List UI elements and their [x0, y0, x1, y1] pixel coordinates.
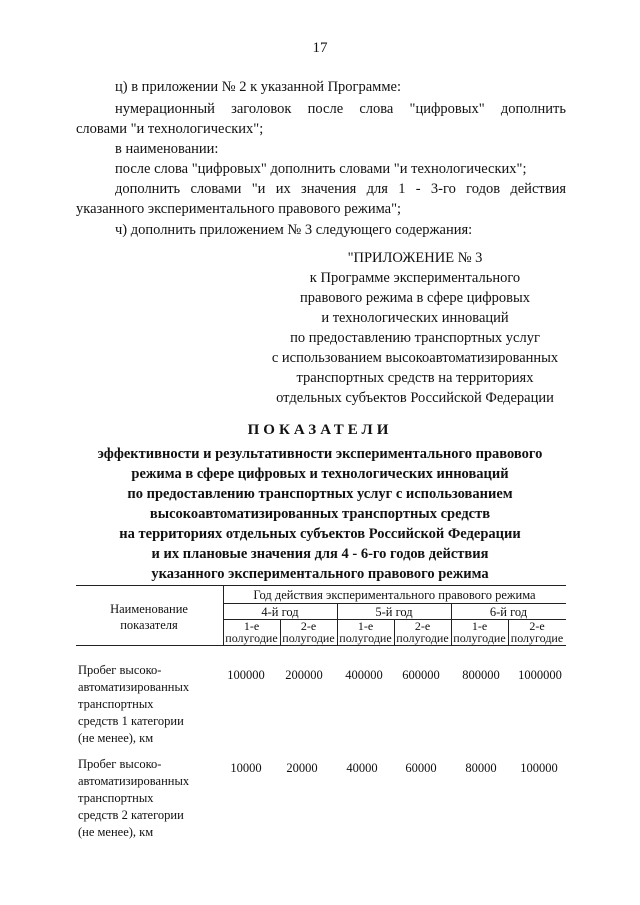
subtitle-line: режима в сфере цифровых и технологических инноваций	[131, 466, 509, 482]
year-group-header: Год действия экспериментального правового режима	[253, 588, 536, 602]
table-cell: 800000	[462, 668, 500, 682]
appendix-line: отдельных субъектов Российской Федерации	[276, 390, 554, 406]
half-header: 1-е полугодие	[453, 619, 506, 645]
year-header: 6-й год	[489, 605, 528, 619]
table-top-rule	[76, 585, 566, 586]
intro-line: указанного экспериментального правового режима";	[76, 201, 402, 217]
subtitle-line: эффективности и результативности экспериментального правового	[97, 446, 543, 462]
half-header: 1-е полугодие	[225, 619, 278, 645]
subtitle-line: указанного экспериментального правового режима	[151, 566, 489, 582]
table-cell: 40000	[346, 761, 378, 775]
half-header: 1-е полугодие	[339, 619, 392, 645]
intro-line: словами "и технологических";	[76, 121, 264, 137]
table-cell: 60000	[405, 761, 437, 775]
table-header-bottom-rule	[76, 645, 566, 646]
year-header: 5-й год	[375, 605, 413, 619]
subtitle-line: на территориях отдельных субъектов Российской Федерации	[119, 526, 521, 542]
intro-line: в наименовании:	[115, 141, 219, 157]
table-cell: 200000	[285, 668, 323, 682]
appendix-header	[250, 248, 580, 408]
half-header: 2-е полугодие	[282, 619, 335, 645]
document-subtitle	[70, 444, 570, 584]
appendix-line: "ПРИЛОЖЕНИЕ № 3	[347, 250, 483, 266]
table-cell: 20000	[286, 761, 318, 775]
page-number: 17	[312, 40, 328, 56]
appendix-line: по предоставлению транспортных услуг	[290, 330, 540, 346]
table-cell: 80000	[465, 761, 497, 775]
intro-line: дополнить словами "и их значения для 1 - 3-го годов действия	[115, 181, 566, 197]
appendix-line: правового режима в сфере цифровых	[300, 290, 530, 306]
subtitle-line: по предоставлению транспортных услуг с использованием	[127, 486, 513, 502]
intro-line: нумерационный заголовок после слова "цифровых" дополнить	[115, 101, 566, 117]
table-cell: 1000000	[518, 668, 562, 682]
table-cell: 100000	[227, 668, 265, 682]
intro-line: после слова "цифровых" дополнить словами "и технологических";	[115, 161, 527, 177]
table-cell: 400000	[345, 668, 383, 682]
intro-line: ц) в приложении № 2 к указанной Программе:	[115, 79, 401, 95]
subtitle-line: и их плановые значения для 4 - 6-го годов действия	[151, 546, 489, 562]
table-cell: 600000	[402, 668, 440, 682]
table-cell: 100000	[520, 761, 558, 775]
document-title: ПОКАЗАТЕЛИ	[247, 422, 393, 438]
appendix-line: и технологических инноваций	[321, 310, 509, 326]
table-row-name: Пробег высоко- автоматизированных транспортных средств 2 категории (не менее), км	[78, 757, 190, 839]
table-cell: 10000	[230, 761, 262, 775]
appendix-line: транспортных средств на территориях	[296, 370, 534, 386]
intro-line: ч) дополнить приложением № 3 следующего содержания:	[115, 222, 473, 238]
subtitle-line: высокоавтоматизированных транспортных средств	[149, 506, 491, 522]
year-header: 4-й год	[261, 605, 299, 619]
half-header: 2-е полугодие	[510, 619, 564, 645]
appendix-line: к Программе экспериментального	[309, 270, 521, 286]
name-column-header: Наименование показателя	[110, 602, 188, 632]
appendix-line: с использованием высокоавтоматизированных	[271, 350, 559, 366]
table-row-name: Пробег высоко- автоматизированных транспортных средств 1 категории (не менее), км	[78, 663, 190, 745]
half-header: 2-е полугодие	[396, 619, 449, 645]
